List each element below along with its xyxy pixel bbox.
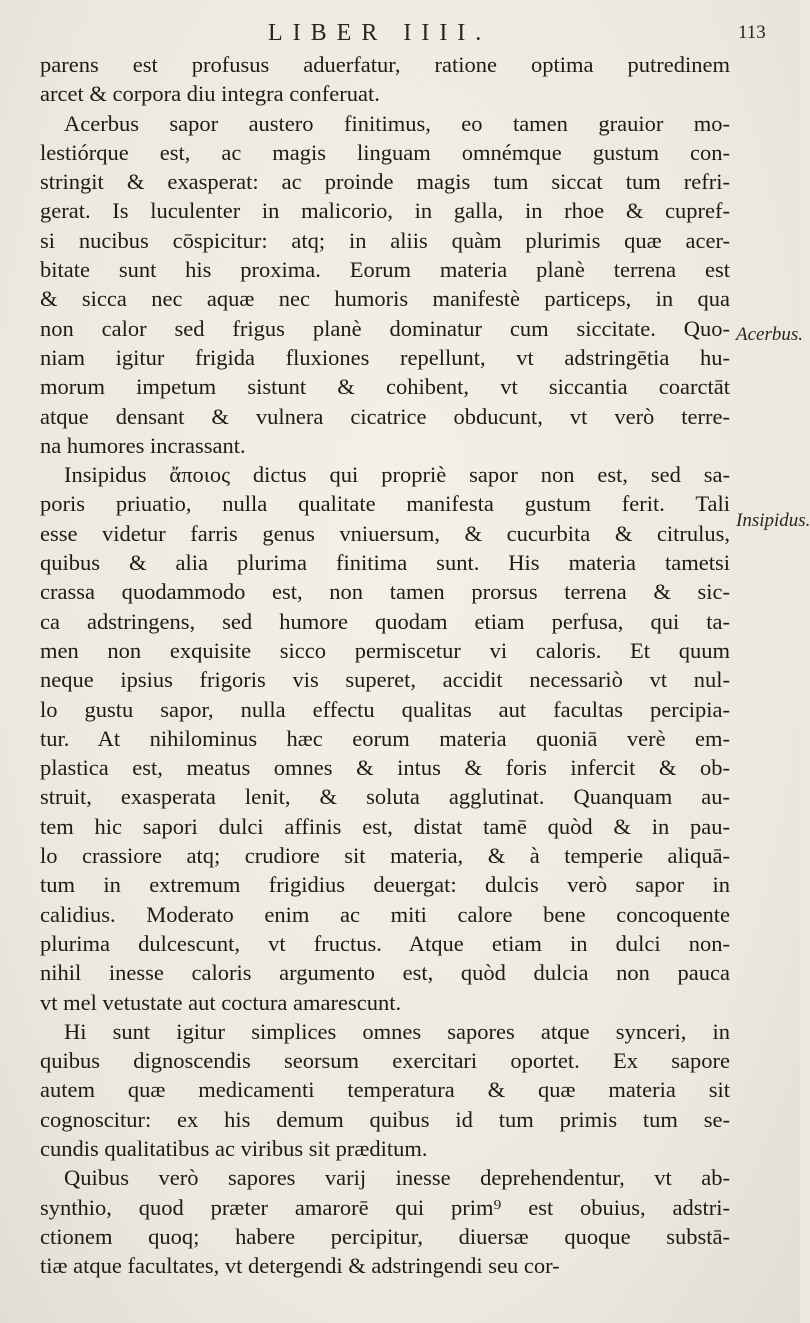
text-line: men non exquisite sicco permiscetur vi caloris. Et quum bbox=[40, 637, 730, 663]
text-line: non calor sed frigus planè dominatur cum siccitate. Quo- bbox=[40, 315, 730, 341]
text-line: lo crassiore atq; crudiore sit materia, & à temperie aliquā- bbox=[40, 843, 730, 869]
text-line: neque ipsius frigoris vis superet, accidit necessariò vt nul- bbox=[40, 667, 730, 693]
text-line: crassa quodammodo est, non tamen prorsus terrena & sic- bbox=[40, 579, 730, 605]
text-line: & sicca nec aquæ nec humoris manifestè particeps, in qua bbox=[40, 286, 730, 312]
text-line: plastica est, meatus omnes & intus & foris infercit & ob- bbox=[40, 755, 730, 781]
text-line: tem hic sapori dulci affinis est, distat tamē quòd & in pau- bbox=[40, 813, 730, 839]
text-line: arcet & corpora diu integra conferuat. bbox=[40, 81, 380, 107]
text-line: tur. At nihilominus hæc eorum materia quoniā verè em- bbox=[40, 725, 730, 751]
text-line: cognoscitur: ex his demum quibus id tum primis tum se- bbox=[40, 1106, 730, 1132]
text-line: tiæ atque facultates, vt detergendi & adstringendi seu cor- bbox=[40, 1253, 560, 1279]
text-line: si nucibus cōspicitur: atq; in aliis quàm plurimis quæ acer- bbox=[40, 227, 730, 253]
text-line: niam igitur frigida fluxiones repellunt, vt adstringētia hu- bbox=[40, 344, 730, 370]
text-line: cundis qualitatibus ac viribus sit præditum. bbox=[40, 1135, 428, 1161]
text-line: nihil inesse caloris argumento est, quòd dulcia non pauca bbox=[40, 960, 730, 986]
margin-note-acerbus: Acerbus. bbox=[736, 324, 804, 345]
text-line: vt mel vetustate aut coctura amarescunt. bbox=[40, 989, 402, 1015]
text-line: ctionem quoq; habere percipitur, diuersæ quoque substā- bbox=[40, 1223, 730, 1249]
text-line: morum impetum sistunt & cohibent, vt siccantia coarctāt bbox=[40, 374, 730, 400]
text-line: quibus & alia plurima finitima sunt. His materia tametsi bbox=[40, 550, 730, 576]
text-line: lo gustu sapor, nulla effectu qualitas aut facultas percipia- bbox=[40, 696, 730, 722]
text-line: plurima dulcescunt, vt fructus. Atque etiam in dulci non- bbox=[40, 930, 730, 956]
text-line: synthio, quod præter amarorē qui prim⁹ est obuius, adstri- bbox=[40, 1194, 730, 1220]
text-line: tum in extremum frigidius deuergat: dulcis verò sapor in bbox=[40, 872, 730, 898]
text-line: stringit & exasperat: ac proinde magis tum siccat tum refri- bbox=[40, 169, 730, 195]
text-line: quibus dignoscendis seorsum exercitari oportet. Ex sapore bbox=[40, 1048, 730, 1074]
text-line: calidius. Moderato enim ac miti calore bene concoquente bbox=[40, 901, 730, 927]
text-line: Hi sunt igitur simplices omnes sapores atque synceri, in bbox=[64, 1018, 730, 1044]
page-number: 113 bbox=[738, 22, 766, 43]
text-line: Insipidus ἄποιος dictus qui propriè sapor non est, sed sa- bbox=[64, 462, 730, 488]
text-line: Quibus verò sapores varij inesse deprehendentur, vt ab- bbox=[64, 1165, 730, 1191]
text-line: poris priuatio, nulla qualitate manifesta gustum ferit. Tali bbox=[40, 491, 730, 517]
text-line: autem quæ medicamenti temperatura & quæ materia sit bbox=[40, 1077, 730, 1103]
text-line: ca adstringens, sed humore quodam etiam perfusa, qui ta- bbox=[40, 608, 730, 634]
text-line: gerat. Is luculenter in malicorio, in galla, in rhoe & cupref- bbox=[40, 198, 730, 224]
text-line: esse videtur farris genus vniuersum, & cucurbita & citrulus, bbox=[40, 520, 730, 546]
text-line: lestiórque est, ac magis linguam omnémque gustum con- bbox=[40, 139, 730, 165]
text-line: Acerbus sapor austero finitimus, eo tamen grauior mo- bbox=[64, 110, 730, 136]
body-text bbox=[40, 50, 730, 1280]
text-line: na humores incrassant. bbox=[40, 432, 246, 458]
text-line: bitate sunt his proxima. Eorum materia planè terrena est bbox=[40, 257, 730, 283]
margin-note-insipidus: Insipidus. bbox=[736, 510, 810, 531]
text-line: parens est profusus aduerfatur, ratione optima putredinem bbox=[40, 52, 730, 77]
text-line: atque densant & vulnera cicatrice obducunt, vt verò terre- bbox=[40, 403, 730, 429]
text-line: struit, exasperata lenit, & soluta agglutinat. Quanquam au- bbox=[40, 784, 730, 810]
running-head: LIBER IIII. bbox=[268, 20, 492, 46]
page-header bbox=[0, 20, 800, 48]
